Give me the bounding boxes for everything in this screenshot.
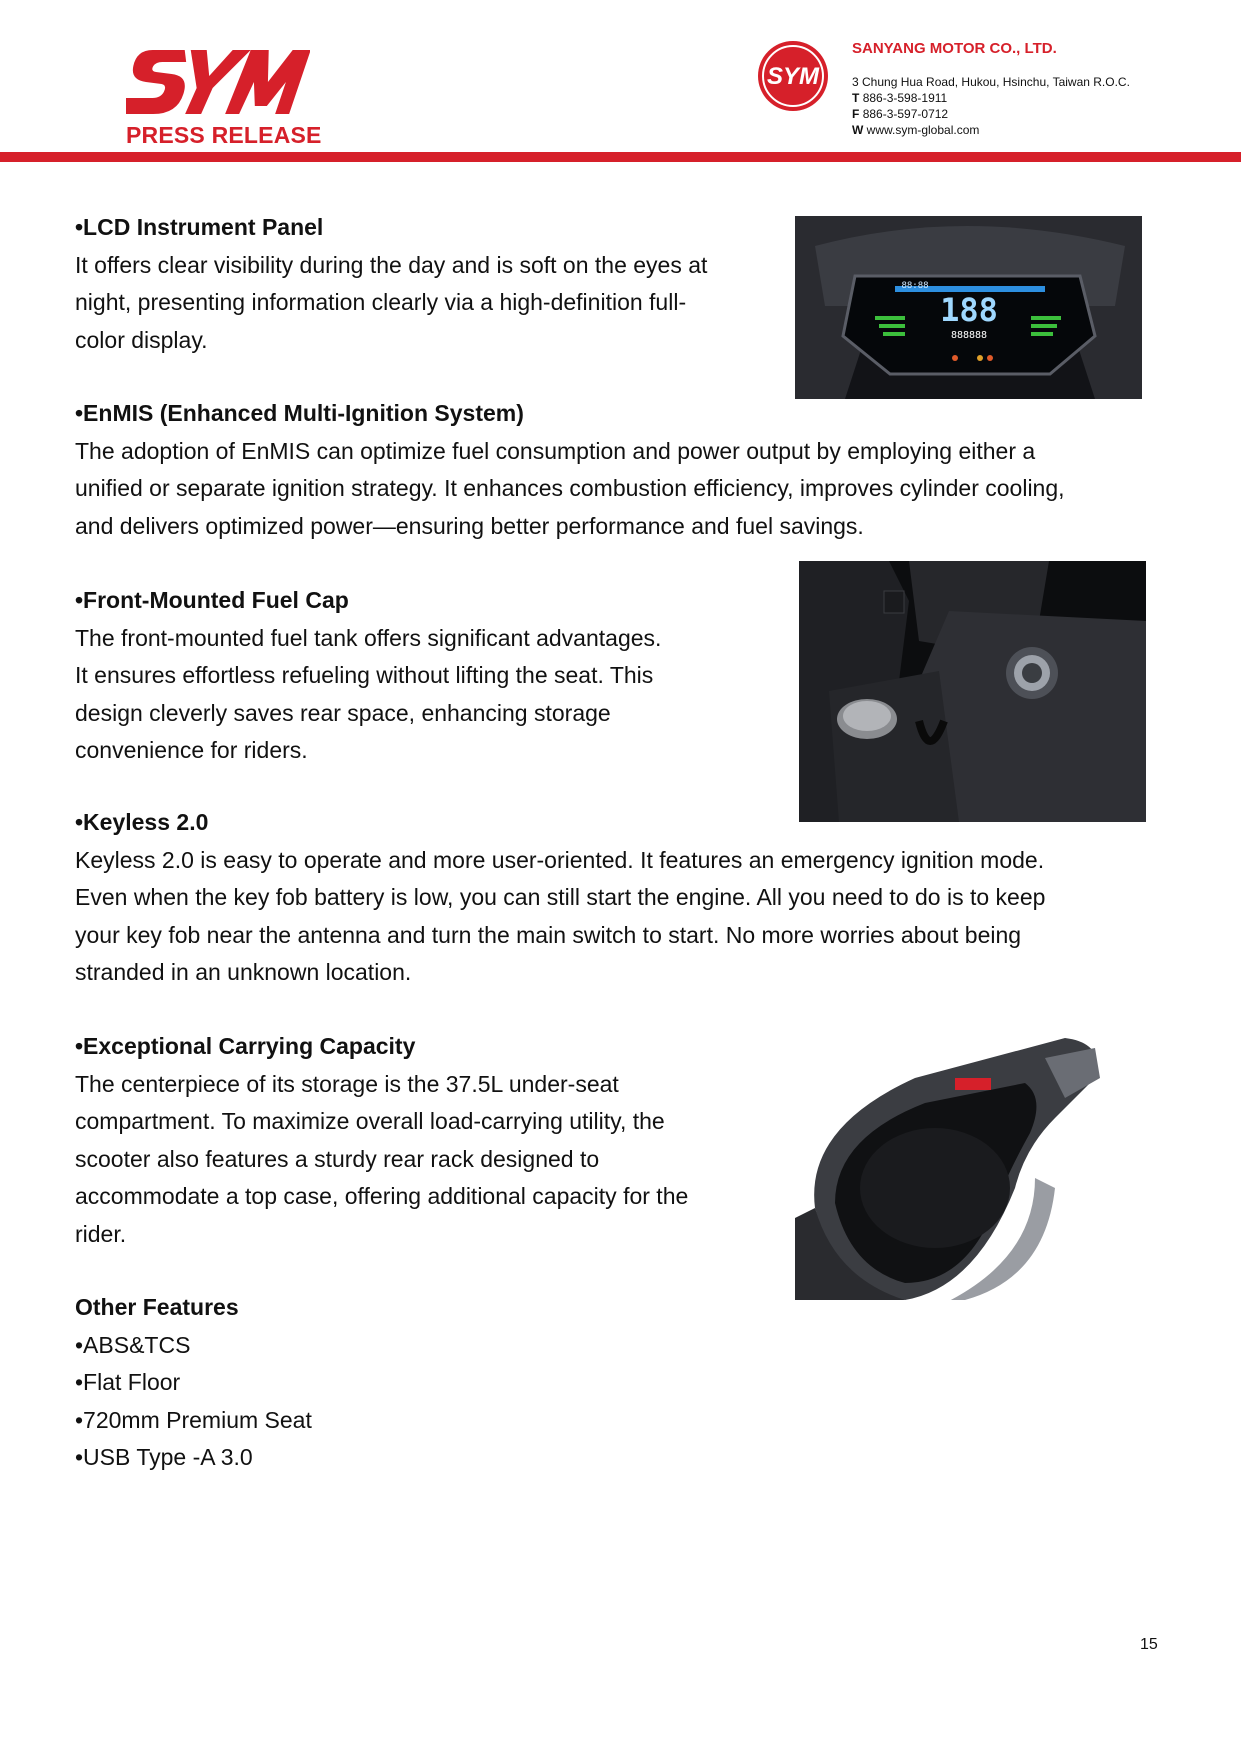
section-line: accommodate a top case, offering additional capacity for the <box>75 1183 689 1209</box>
company-fax: F 886-3-597-0712 <box>852 107 949 121</box>
section-heading: •EnMIS (Enhanced Multi-Ignition System) <box>75 400 524 426</box>
company-address: 3 Chung Hua Road, Hukou, Hsinchu, Taiwan R.O.C. <box>852 75 1130 89</box>
section-line: convenience for riders. <box>75 737 308 763</box>
feature-item: •Flat Floor <box>75 1369 181 1395</box>
feature-item: •USB Type -A 3.0 <box>75 1444 253 1470</box>
badge-text: SYM <box>766 63 820 90</box>
section-line: compartment. To maximize overall load-carrying utility, the <box>75 1108 665 1134</box>
sym-badge-logo <box>757 40 829 112</box>
fuel-cap-photo <box>799 561 1146 822</box>
other-features <box>75 1289 312 1477</box>
section-line: Even when the key fob battery is low, you can still start the engine. All you need to do is to keep <box>75 884 1046 910</box>
section-line: and delivers optimized power—ensuring better performance and fuel savings. <box>75 512 864 539</box>
lcd-panel-photo <box>795 216 1142 399</box>
under-seat-storage-photo <box>795 1038 1115 1300</box>
section-fuel-cap <box>75 582 661 770</box>
section-lcd <box>75 209 707 359</box>
section-line: The front-mounted fuel tank offers significant advantages. <box>75 624 662 651</box>
section-line: scooter also features a sturdy rear rack designed to <box>75 1145 600 1172</box>
lcd-clock: 88:88 <box>901 281 929 291</box>
section-line: unified or separate ignition strategy. It enhances combustion efficiency, improves cylinder cooling, <box>75 475 1065 501</box>
page-number: 15 <box>1140 1636 1158 1653</box>
section-line: design cleverly saves rear space, enhancing storage <box>75 699 611 726</box>
company-contact <box>852 74 1130 138</box>
feature-item: •720mm Premium Seat <box>75 1406 312 1433</box>
company-name: SANYANG MOTOR CO., LTD. <box>852 40 1057 57</box>
section-line: night, presenting information clearly via a high-definition full- <box>75 289 687 315</box>
press-release-label: PRESS RELEASE <box>126 122 322 148</box>
section-keyless <box>75 804 1045 992</box>
lcd-odometer: 888888 <box>950 330 988 341</box>
section-carrying <box>75 1028 688 1253</box>
section-line: The adoption of EnMIS can optimize fuel consumption and power output by employing either a <box>75 437 1036 464</box>
other-features-heading: Other Features <box>75 1294 239 1320</box>
sym-logo <box>126 38 310 122</box>
section-line: The centerpiece of its storage is the 37.5L under-seat <box>75 1070 619 1097</box>
section-line: It offers clear visibility during the day and is soft on the eyes at <box>75 251 708 278</box>
section-enmis <box>75 395 1065 545</box>
section-heading: •LCD Instrument Panel <box>75 214 324 240</box>
header-divider <box>0 152 1241 162</box>
feature-item: •ABS&TCS <box>75 1331 191 1358</box>
section-heading: •Exceptional Carrying Capacity <box>75 1033 416 1059</box>
section-line: rider. <box>75 1220 127 1247</box>
section-line: It ensures effortless refueling without lifting the seat. This <box>75 662 654 688</box>
section-line: Keyless 2.0 is easy to operate and more user-oriented. It features an emergency ignition mode. <box>75 846 1045 873</box>
section-heading: •Front-Mounted Fuel Cap <box>75 587 349 613</box>
lcd-speed: 188 <box>940 291 998 329</box>
section-line: your key fob near the antenna and turn the main switch to start. No more worries about being <box>75 921 1022 948</box>
section-line: color display. <box>75 326 208 353</box>
company-tel: T 886-3-598-1911 <box>852 91 948 105</box>
section-line: stranded in an unknown location. <box>75 959 412 985</box>
company-web: W www.sym-global.com <box>852 123 980 137</box>
section-heading: •Keyless 2.0 <box>75 809 209 835</box>
